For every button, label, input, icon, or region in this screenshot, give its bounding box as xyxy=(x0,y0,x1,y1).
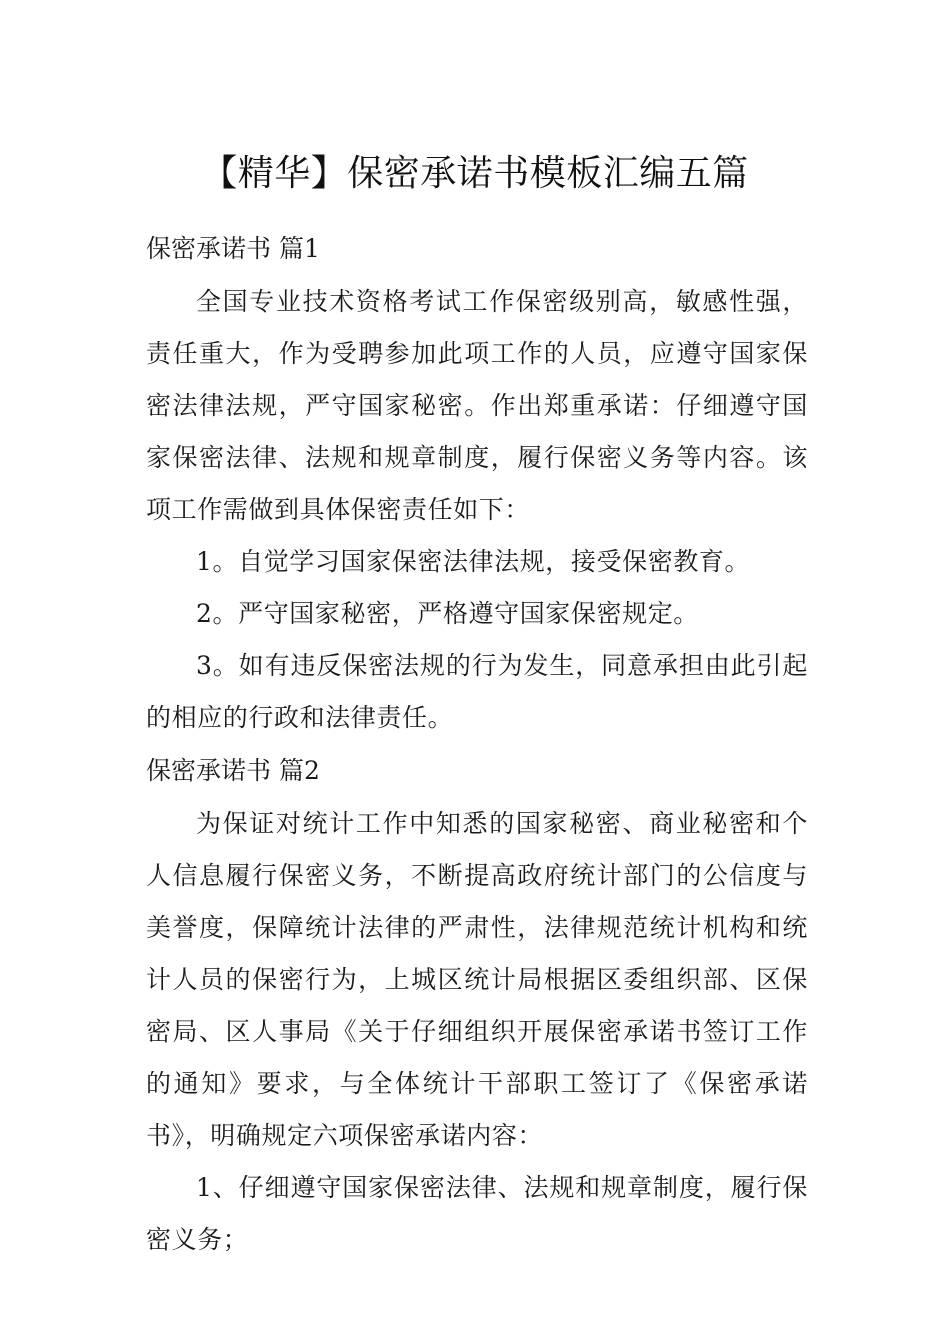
section-heading: 保密承诺书 篇2 xyxy=(146,756,320,785)
section-2 xyxy=(146,744,808,1266)
paragraph: 全国专业技术资格考试工作保密级别高，敏感性强，责任重大，作为受聘参加此项工作的人员，应遵守国家保密法律法规，严守国家秘密。作出郑重承诺：仔细遵守国家保密法律、法规和规章制度，履行保密义务等内容。该项工作需做到具体保密责任如下： xyxy=(146,287,808,524)
document-body xyxy=(146,222,808,1266)
section-1 xyxy=(146,222,808,744)
list-item: 1、仔细遵守国家保密法律、法规和规章制度，履行保密义务； xyxy=(146,1173,808,1254)
list-item: 1。自觉学习国家保密法律法规，接受保密教育。 xyxy=(196,547,751,576)
paragraph: 为保证对统计工作中知悉的国家秘密、商业秘密和个人信息履行保密义务，不断提高政府统计部门的公信度与美誉度，保障统计法律的严肃性，法律规范统计机构和统计人员的保密行为，上城区统计局根据区委组织部、区保密局、区人事局《关于仔细组织开展保密承诺书签订工作的通知》要求，与全体统计干部职工签订了《保密承诺书》，明确规定六项保密承诺内容： xyxy=(146,809,808,1150)
section-heading: 保密承诺书 篇1 xyxy=(146,234,320,263)
document-title: 【精华】保密承诺书模板汇编五篇 xyxy=(201,153,749,195)
list-item: 3。如有违反保密法规的行为发生，同意承担由此引起的相应的行政和法律责任。 xyxy=(146,651,808,732)
list-item: 2。严守国家秘密，严格遵守国家保密规定。 xyxy=(196,599,699,628)
